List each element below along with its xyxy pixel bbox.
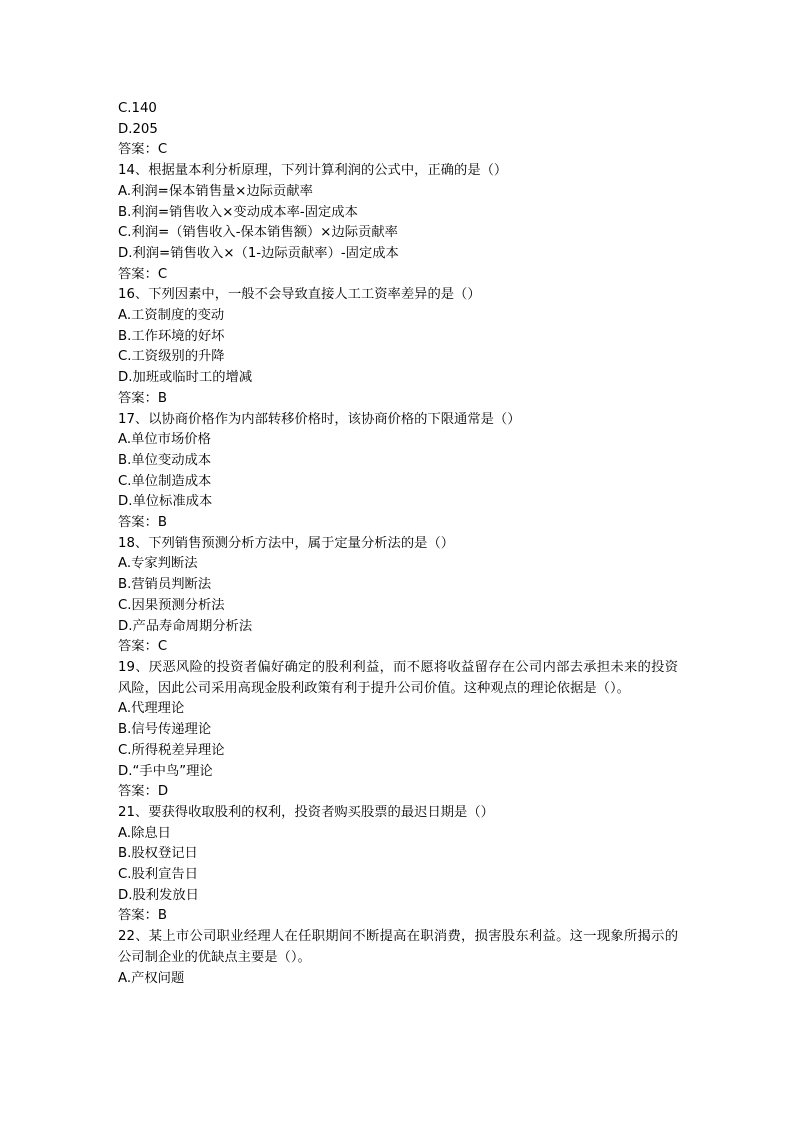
- option-text: D.加班或临时工的增减: [118, 370, 253, 386]
- option-text: B.利润=销售收入×变动成本率-固定成本: [118, 204, 358, 220]
- option-text: A.利润=保本销售量×边际贡献率: [118, 183, 313, 199]
- option-text: C.工资级别的升降: [118, 349, 225, 365]
- answer-text: 答案：B: [118, 515, 168, 531]
- option-text: C.单位制造成本: [118, 473, 212, 489]
- answer-text: 答案：B: [118, 908, 168, 924]
- option-text: C.140: [118, 101, 157, 116]
- option-text: B.信号传递理论: [118, 722, 212, 738]
- option-text: D.产品寿命周期分析法: [118, 618, 253, 634]
- document-body: [118, 99, 678, 989]
- question-text: 16、下列因素中，一般不会导致直接人工工资率差异的是（）: [118, 287, 481, 303]
- option-text: A.代理理论: [118, 701, 185, 717]
- option-text: D.205: [118, 121, 158, 137]
- answer-text: 答案：C: [118, 266, 168, 282]
- question-text: 22、某上市公司职业经理人在任职期间不断提高在职消费，损害股东利益。这一现象所揭示的公司制企业的优缺点主要是（）。: [118, 929, 678, 965]
- question-text: 18、下列销售预测分析方法中，属于定量分析法的是（）: [118, 535, 455, 551]
- option-text: C.利润=（销售收入-保本销售额）×边际贡献率: [118, 225, 398, 241]
- option-text: D.利润=销售收入×（1-边际贡献率）-固定成本: [118, 245, 399, 261]
- answer-text: 答案：C: [118, 142, 168, 158]
- option-text: D.单位标准成本: [118, 494, 213, 510]
- option-text: A.工资制度的变动: [118, 308, 225, 324]
- answer-text: 答案：B: [118, 390, 168, 406]
- option-text: B.单位变动成本: [118, 452, 212, 468]
- question-text: 19、厌恶风险的投资者偏好确定的股利利益，而不愿将收益留存在公司内部去承担未来的投资风险，因此公司采用高现金股利政策有利于提升公司价值。这种观点的理论依据是（）。: [118, 659, 678, 696]
- option-text: C.所得税差异理论: [118, 742, 225, 758]
- document-page: [118, 99, 678, 989]
- option-text: B.工作环境的好坏: [118, 328, 225, 344]
- option-text: A.单位市场价格: [118, 432, 211, 448]
- option-text: A.产权问题: [118, 970, 185, 986]
- question-text: 14、根据量本利分析原理，下列计算利润的公式中，正确的是（）: [118, 163, 508, 179]
- question-text: 21、要获得收取股利的权利，投资者购买股票的最迟日期是（）: [118, 804, 494, 820]
- option-text: B.股权登记日: [118, 846, 198, 862]
- option-text: A.专家判断法: [118, 556, 198, 572]
- option-text: D.“手中鸟”理论: [118, 763, 213, 779]
- answer-text: 答案：C: [118, 639, 168, 655]
- option-text: B.营销员判断法: [118, 577, 212, 593]
- option-text: A.除息日: [118, 825, 171, 841]
- option-text: C.股利宣告日: [118, 867, 198, 883]
- answer-text: 答案：D: [118, 784, 169, 800]
- option-text: D.股利发放日: [118, 887, 199, 903]
- option-text: C.因果预测分析法: [118, 597, 225, 613]
- question-text: 17、以协商价格作为内部转移价格时，该协商价格的下限通常是（）: [118, 411, 521, 427]
